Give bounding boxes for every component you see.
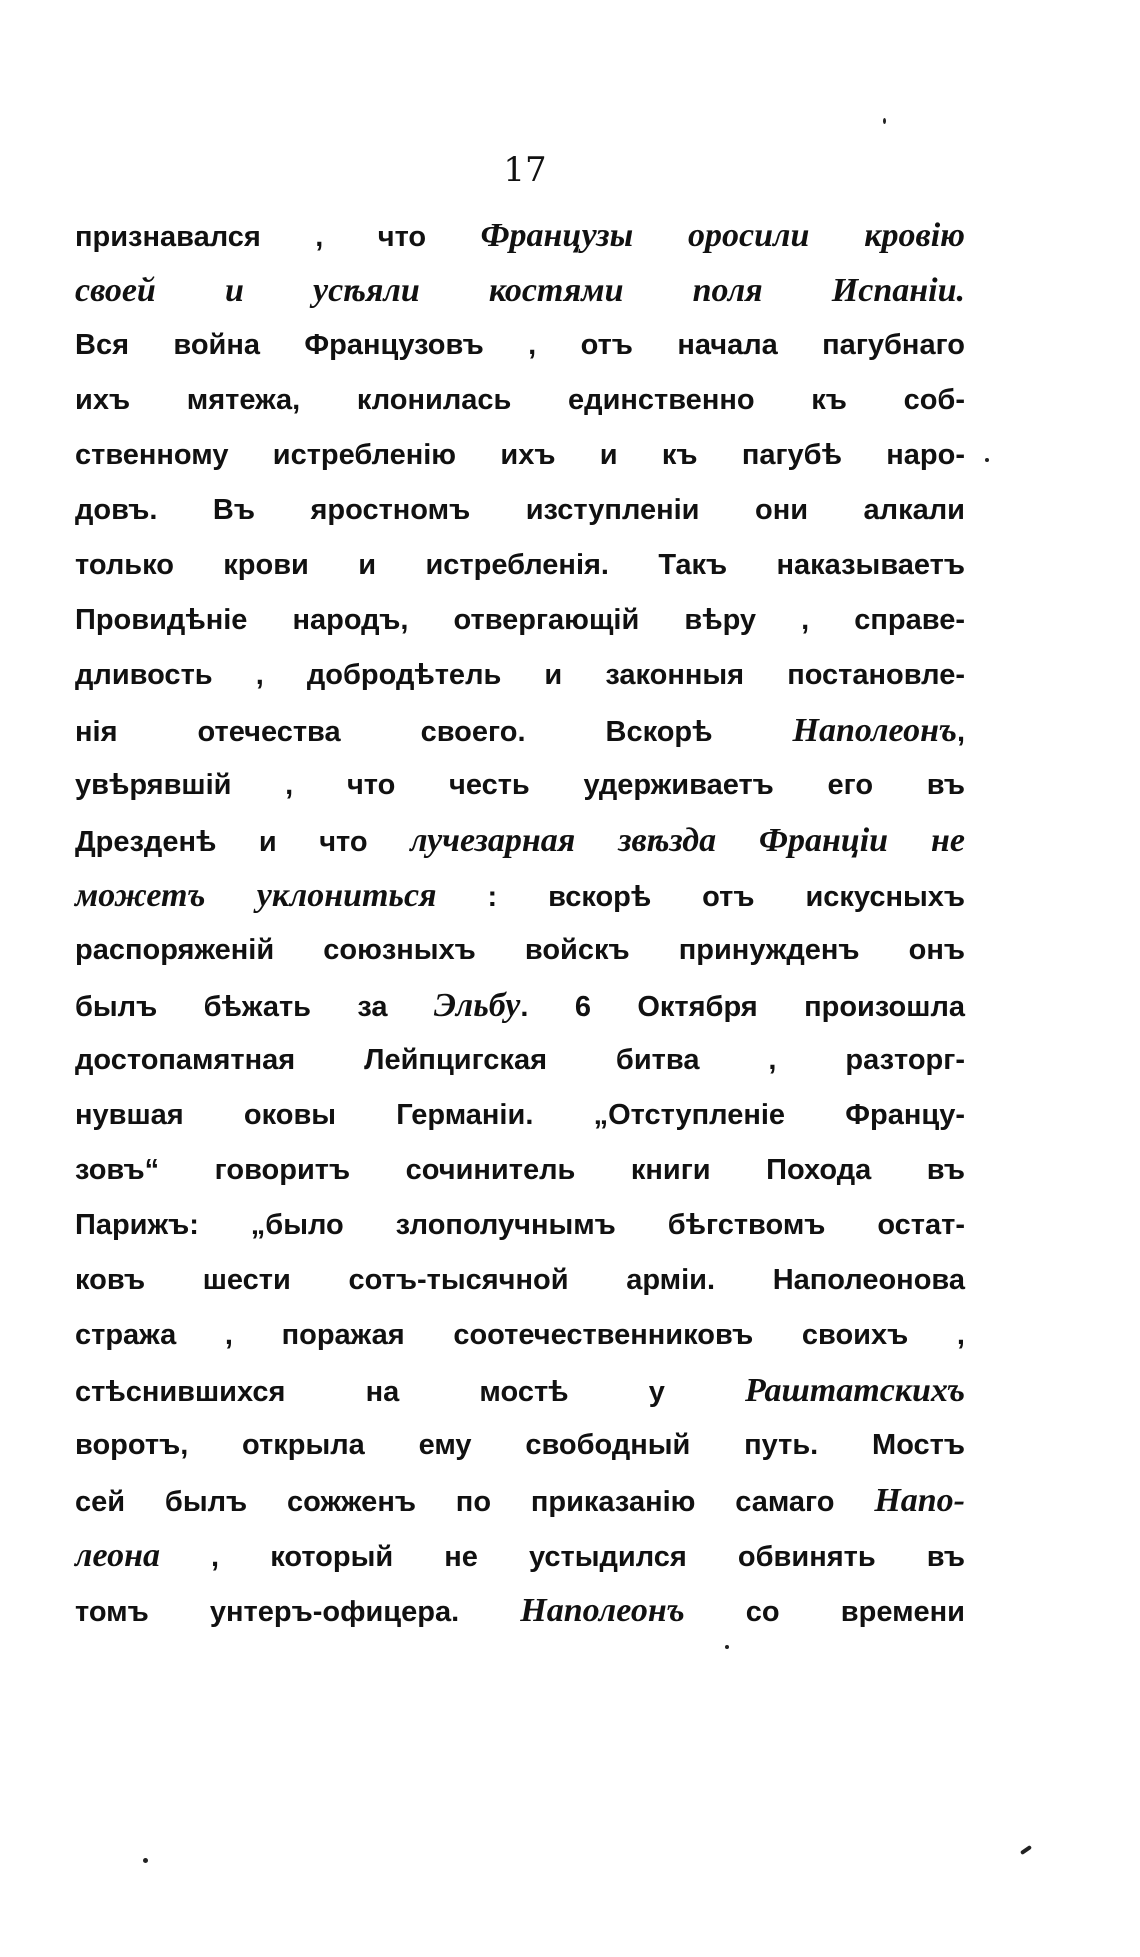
text-line [75,1198,965,1253]
text-run: Дрезденѣ и что [75,826,411,858]
italic-phrase: Наполеонъ [792,712,957,749]
text-line [75,1528,965,1583]
text-line [75,703,965,758]
text-line [75,1143,965,1198]
text-line [75,1253,965,1308]
italic-phrase: Французы оросили кровію [480,217,965,254]
text-run: ихъ мятежа, клонилась единственно къ соб- [75,384,965,416]
italic-phrase: лучезарная звѣзда Франціи не [410,822,965,859]
text-line [75,978,965,1033]
text-run: былъ бѣжать за [75,991,434,1023]
text-line [75,483,965,538]
page-number: 17 [503,150,547,190]
italic-phrase: Напо- [874,1482,965,1519]
italic-phrase: Раштатскихъ [745,1372,965,1409]
text-run: достопамятная Лейпцигская битва , разторг- [75,1044,965,1076]
text-line [75,648,965,703]
text-run: ковъ шести сотъ-тысячной арміи. Наполеонова [75,1264,965,1296]
text-run: нувшая оковы Германіи. „Отступленіе Францу- [75,1099,965,1131]
text-run: со времени [684,1596,965,1628]
text-run: увѣрявшій , что честь удерживаетъ его въ [75,769,965,801]
italic-phrase: Эльбу [433,987,521,1024]
text-run: ственному истребленію ихъ и къ пагубѣ наро- [75,439,965,471]
text-line [75,263,965,318]
text-line [75,758,965,813]
text-run: , [956,716,965,748]
page-speck [1020,1845,1032,1855]
body-text [75,208,965,1638]
text-run: . 6 Октября произошла [520,991,965,1023]
text-run: зовъ“ говоритъ сочинитель книги Похода въ [75,1154,965,1186]
text-run: томъ унтеръ-офицера. [75,1596,521,1628]
text-run: дливость , добродѣтель и законныя постановле- [75,659,965,691]
text-line [75,868,965,923]
text-line [75,1583,965,1638]
text-line [75,1308,965,1363]
page-speck [883,118,886,124]
text-run: признавался , что [75,221,481,253]
text-line [75,1418,965,1473]
text-run: сей былъ сожженъ по приказанію самаго [75,1486,875,1518]
text-line [75,538,965,593]
text-run: воротъ, открыла ему свободный путь. Мостъ [75,1429,965,1461]
text-run: Вся война Французовъ , отъ начала пагубнаго [75,329,965,361]
text-line [75,1088,965,1143]
italic-phrase: можетъ уклониться [75,877,437,914]
text-line [75,208,965,263]
text-line [75,1363,965,1418]
text-line [75,428,965,483]
text-line [75,923,965,978]
text-line [75,1473,965,1528]
text-line [75,1033,965,1088]
page-speck [725,1645,729,1649]
text-line [75,813,965,868]
text-run: распоряженій союзныхъ войскъ принужденъ онъ [75,934,965,966]
text-run: Провидѣніе народъ, отвергающій вѣру , справе- [75,604,965,636]
text-run: , который не устыдился обвинять въ [159,1541,965,1573]
text-line [75,373,965,428]
text-run: стѣснившихся на мостѣ у [75,1376,745,1408]
page-speck [143,1858,148,1863]
text-run: довъ. Въ яростномъ изступленіи они алкали [75,494,965,526]
page-speck [985,458,989,462]
text-run: : вскорѣ отъ искусныхъ [436,881,966,913]
text-run: нія отечества своего. Вскорѣ [75,716,793,748]
italic-phrase: леона [75,1537,160,1574]
text-run: стража , поражая соотечественниковъ своихъ , [75,1319,965,1351]
italic-phrase: Наполеонъ [520,1592,685,1629]
text-run: только крови и истребленія. Такъ наказываетъ [75,549,965,581]
text-line [75,593,965,648]
italic-phrase: своей и усѣяли костями поля Испаніи. [75,272,965,309]
text-line [75,318,965,373]
text-run: Парижъ: „было злополучнымъ бѣгствомъ остат- [75,1209,965,1241]
